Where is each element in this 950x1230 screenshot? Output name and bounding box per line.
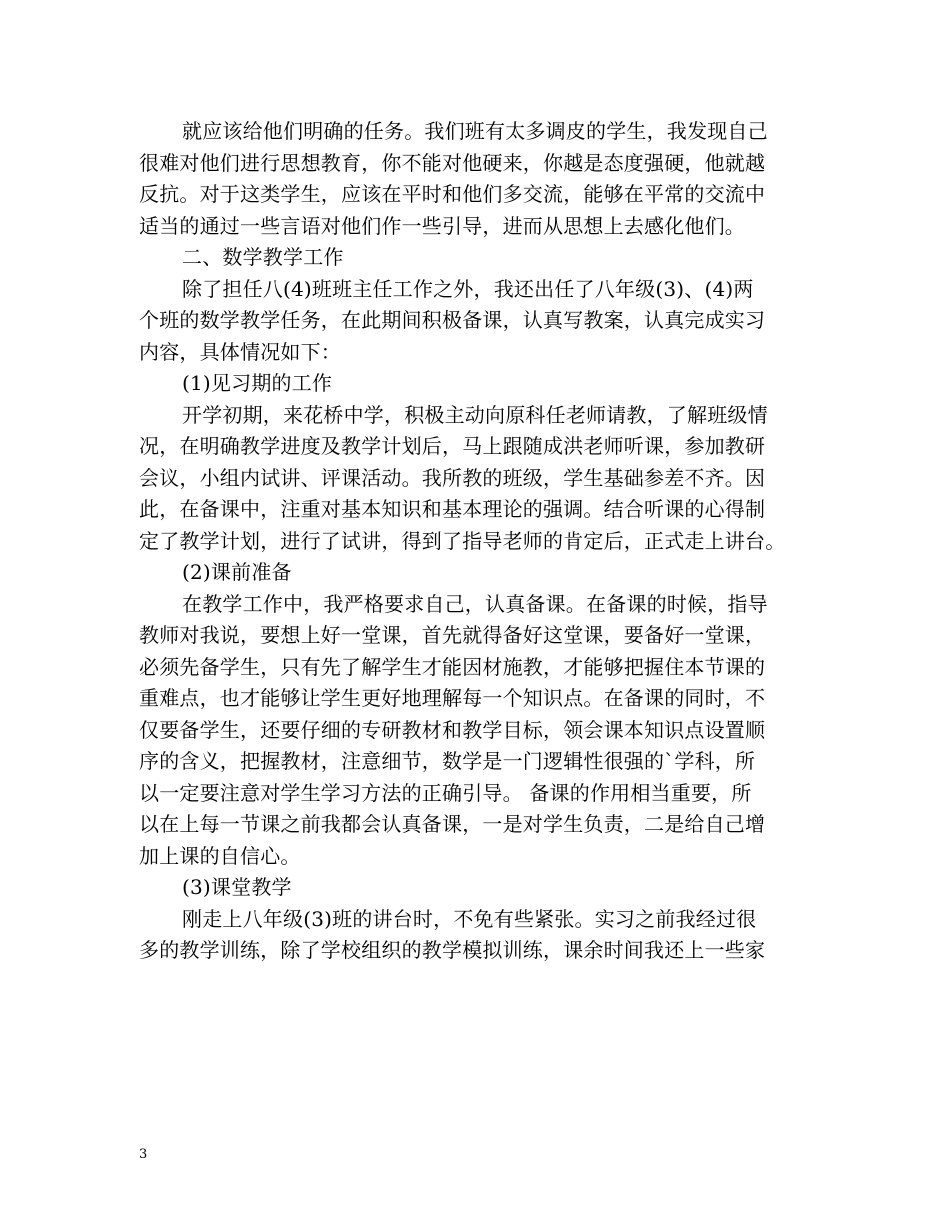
text-line: 序的含义，把握教材，注意细节，数学是一门逻辑性很强的`学科，所 [139, 749, 756, 773]
text-line: 此，在备课中，注重对基本知识和基本理论的强调。结合听课的心得制 [139, 497, 766, 521]
text-line: 反抗。对于这类学生，应该在平时和他们多交流，能够在平常的交流中 [139, 182, 766, 206]
text-line: 内容，具体情况如下： [139, 339, 341, 364]
document-body [139, 116, 829, 967]
text-line: 以在上每一节课之前我都会认真备课，一是对学生负责，二是给自己增 [139, 812, 766, 836]
text-line: 刚走上八年级(3)班的讲台时，不免有些紧张。实习之前我经过很 [182, 906, 757, 931]
text-line: 仅要备学生，还要仔细的专研教材和教学目标，领会课本知识点设置顺 [139, 717, 766, 742]
text-line: 定了教学计划，进行了试讲，得到了指导老师的肯定后，正式走上讲台。 [139, 528, 786, 553]
text-line: 况，在明确教学进度及教学计划后，马上跟随成洪老师听课，参加教研 [139, 434, 766, 458]
text-line: 就应该给他们明确的任务。我们班有太多调皮的学生，我发现自己 [182, 119, 768, 143]
text-line: 很难对他们进行思想教育，你不能对他硬来，你越是态度强硬，他就越 [139, 150, 766, 175]
text-line: 除了担任八(4)班班主任工作之外，我还出任了八年级(3)、(4)两 [182, 276, 754, 301]
text-line: 在教学工作中，我严格要求自己，认真备课。在备课的时候，指导 [182, 591, 768, 616]
text-line: 加上课的自信心。 [139, 843, 301, 868]
text-line: 个班的数学教学任务，在此期间积极备课，认真写教案，认真完成实习 [139, 308, 766, 332]
subsection-heading: (3)课堂教学 [182, 875, 292, 899]
section-heading: 二、数学教学工作 [182, 245, 344, 269]
subsection-heading: (1)见习期的工作 [182, 371, 333, 395]
text-line: 重难点，也才能够让学生更好地理解每一个知识点。在备课的同时，不 [139, 686, 766, 710]
page-number: 3 [139, 1147, 148, 1162]
subsection-heading: (2)课前准备 [182, 560, 292, 584]
text-line: 适当的通过一些言语对他们作一些引导，进而从思想上去感化他们。 [139, 213, 745, 238]
text-line: 会议，小组内试讲、评课活动。我所教的班级，学生基础参差不齐。因 [139, 465, 766, 490]
text-line: 开学初期，来花桥中学，积极主动向原科任老师请教，了解班级情 [182, 402, 768, 427]
text-line: 多的教学训练，除了学校组织的教学模拟训练，课余时间我还上一些家 [139, 938, 766, 962]
text-line: 必须先备学生，只有先了解学生才能因材施教，才能够把握住本节课的 [139, 654, 766, 679]
text-line: 教师对我说，要想上好一堂课，首先就得备好这堂课，要备好一堂课， [139, 623, 766, 647]
text-line: 以一定要注意对学生学习方法的正确引导。 备课的作用相当重要，所 [139, 780, 752, 805]
